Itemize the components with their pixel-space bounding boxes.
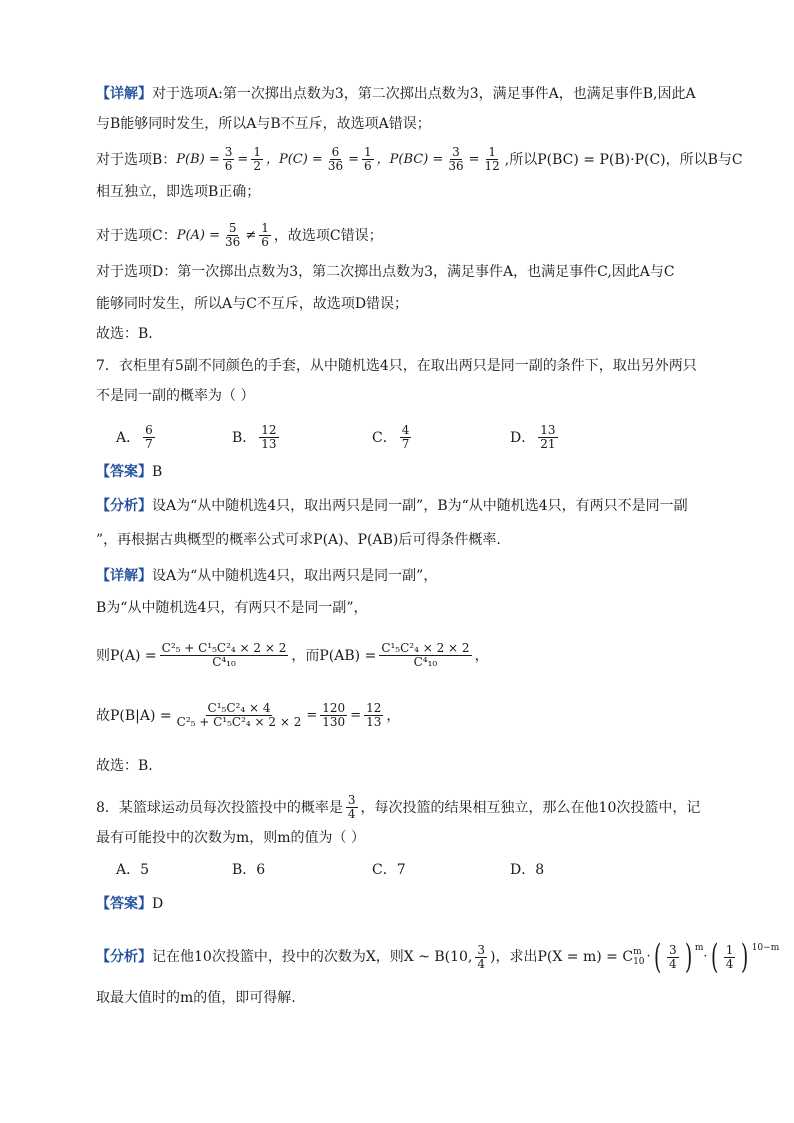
q8-option-c: C．7 bbox=[372, 862, 406, 878]
question-text: 7．衣柜里有5副不同颜色的手套，从中随机选4只，在取出两只是同一副的条件下，取出另外两只 bbox=[96, 358, 697, 374]
answer-tag: 【答案】 bbox=[96, 464, 152, 480]
detail-line-5: 对于选项C： P(A) = $\frac{5}{36}$ ≠ $\frac{1}{6}$ ，故选项C错误； bbox=[96, 221, 383, 249]
fraction: $\frac{3}{6}$ bbox=[224, 145, 233, 173]
text: 故P(B|A) = bbox=[96, 707, 172, 724]
text: 故选：B. bbox=[96, 758, 153, 774]
answer-value: D bbox=[152, 896, 164, 912]
q7-option-d: D． $\frac{13}{21}$ bbox=[510, 423, 556, 451]
text: 能够同时发生，所以A与C不互斥，故选项D错误； bbox=[96, 296, 409, 312]
text: )，求出P(X = m) = C bbox=[490, 949, 634, 965]
q7-line-2 bbox=[96, 386, 254, 406]
text: 对于选项A:第一次掷出点数为3，第二次掷出点数为3，满足事件A，也满足事件B,因此A bbox=[152, 86, 696, 102]
q8-option-b: B．6 bbox=[232, 862, 266, 878]
math-pc: ，P(C) = bbox=[265, 151, 323, 167]
text: ，故选项C错误； bbox=[273, 227, 383, 244]
detail-tag: 【详解】 bbox=[96, 568, 152, 584]
text: 取最大值时的m的值，即可得解. bbox=[96, 990, 296, 1006]
answer-value: B bbox=[152, 464, 163, 480]
detail-line-7 bbox=[96, 294, 408, 314]
detail-line-2 bbox=[96, 114, 431, 134]
q7-option-b: B． $\frac{12}{13}$ bbox=[232, 423, 277, 451]
text: 与B能够同时发生，所以A与B不互斥，故选项A错误； bbox=[96, 116, 431, 132]
math-pb: P(B) = bbox=[176, 151, 220, 167]
detail-line-8 bbox=[96, 324, 153, 344]
text: 对于选项C： bbox=[96, 227, 177, 244]
q8-line-2 bbox=[96, 828, 365, 848]
q7-detail-2 bbox=[96, 598, 368, 618]
q7-option-c: C． $\frac{4}{7}$ bbox=[372, 423, 410, 451]
q7-analysis-1 bbox=[96, 496, 688, 516]
text: 设A为“从中随机选4只，取出两只是同一副”， bbox=[152, 568, 438, 584]
detail-line-6 bbox=[96, 262, 675, 282]
text: 对于选项D：第一次掷出点数为3，第二次掷出点数为3，满足事件A，也满足事件C,因此A与C bbox=[96, 264, 675, 280]
text: 记在他10次投篮中，投中的次数为X，则X ~ B(10, bbox=[152, 949, 473, 965]
question-text: 最有可能投中的次数为m，则m的值为（ ） bbox=[96, 830, 365, 846]
detail-line-3: 对于选项B： P(B) = $\frac{3}{6}$ = $\frac{1}{2}$ ，P(C) = $\frac{6}{36}$ = $\frac{1}{6}$ ，P(BC) = $\frac{3}{36}$ = $\frac{1}{12}$ ,所以P(BC) = P(B)·P(C)，所以B与C bbox=[96, 145, 743, 173]
text: ,所以P(BC) = P(B)·P(C)，所以B与C bbox=[504, 151, 743, 168]
q7-detail-5 bbox=[96, 756, 153, 776]
q8-line-1: 8．某篮球运动员每次投篮投中的概率是 $\frac{3}{4}$ ，每次投篮的结果相互独立，那么在他10次投篮中，记 bbox=[96, 793, 701, 821]
analysis-tag: 【分析】 bbox=[96, 949, 152, 965]
question-text: ，每次投篮的结果相互独立，那么在他10次投篮中，记 bbox=[360, 799, 701, 816]
q8-analysis-2 bbox=[96, 988, 296, 1008]
text: 对于选项B： bbox=[96, 151, 177, 168]
q8-option-a: A．5 bbox=[116, 862, 150, 878]
q7-answer bbox=[96, 462, 162, 482]
fraction: $\frac{1}{6}$ bbox=[261, 221, 269, 249]
detail-tag: 【详解】 bbox=[96, 86, 152, 102]
q8-analysis-1: 【分析】 记在他10次投篮中，投中的次数为X，则X ~ B(10, $\frac{3}{4}$ )，求出P(X = m) = C m 10 · ( $\frac{3}{4}$ ) m · ( $\frac{1}{4}$ ) 10−m bbox=[96, 937, 780, 977]
q7-analysis-2 bbox=[96, 530, 501, 550]
analysis-tag: 【分析】 bbox=[96, 498, 152, 514]
text: ，而P(AB) = bbox=[291, 647, 377, 664]
q7-detail-3: 则P(A) = $\frac{\text{C²₅ + C¹₅C²₄ × 2 × 2}}{\text{C⁴₁₀}}$ ，而P(AB) = $\frac{\text{C¹₅C²₄ × 2 × 2}}{\text{C⁴₁₀}}$ ， bbox=[96, 641, 489, 669]
fraction: $\frac{6}{36}$ bbox=[327, 145, 344, 173]
text: 则P(A) = bbox=[96, 647, 157, 664]
answer-tag: 【答案】 bbox=[96, 896, 152, 912]
q7-option-a: A． $\frac{6}{7}$ bbox=[116, 423, 153, 451]
fraction: $\frac{5}{36}$ bbox=[225, 221, 241, 249]
question-text: 不是同一副的概率为（ ） bbox=[96, 388, 255, 404]
q7-line-1 bbox=[96, 356, 697, 376]
math-pbc: ，P(BC) = bbox=[376, 151, 444, 167]
q8-option-d: D．8 bbox=[510, 862, 545, 878]
q7-detail-4: 故P(B|A) = $\frac{\text{C¹₅C²₄ × 4}}{\text{C²₅ + C¹₅C²₄ × 2 × 2}}$ = $\frac{120}{130}$ = $\frac{12}{13}$ ， bbox=[96, 701, 401, 729]
text: B为“从中随机选4只，有两只不是同一副”， bbox=[96, 600, 368, 616]
q7-detail-1 bbox=[96, 566, 437, 586]
question-text: 8．某篮球运动员每次投篮投中的概率是 bbox=[96, 799, 343, 816]
detail-line-1 bbox=[96, 84, 696, 104]
text: ”，再根据古典概型的概率公式可求P(A)、P(AB)后可得条件概率. bbox=[96, 532, 501, 548]
q8-answer bbox=[96, 894, 163, 914]
fraction: $\frac{1}{12}$ bbox=[484, 145, 500, 173]
fraction: $\frac{3}{36}$ bbox=[448, 145, 464, 173]
text: 设A为“从中随机选4只，取出两只是同一副”，B为“从中随机选4只，有两只不是同一副 bbox=[152, 498, 688, 514]
fraction: $\frac{1}{2}$ bbox=[253, 145, 261, 173]
fraction: $\frac{1}{6}$ bbox=[364, 145, 372, 173]
detail-line-4 bbox=[96, 182, 260, 202]
math-pa: P(A) = bbox=[176, 227, 221, 243]
text: 故选：B. bbox=[96, 326, 153, 342]
text: 相互独立，即选项B正确； bbox=[96, 184, 261, 200]
